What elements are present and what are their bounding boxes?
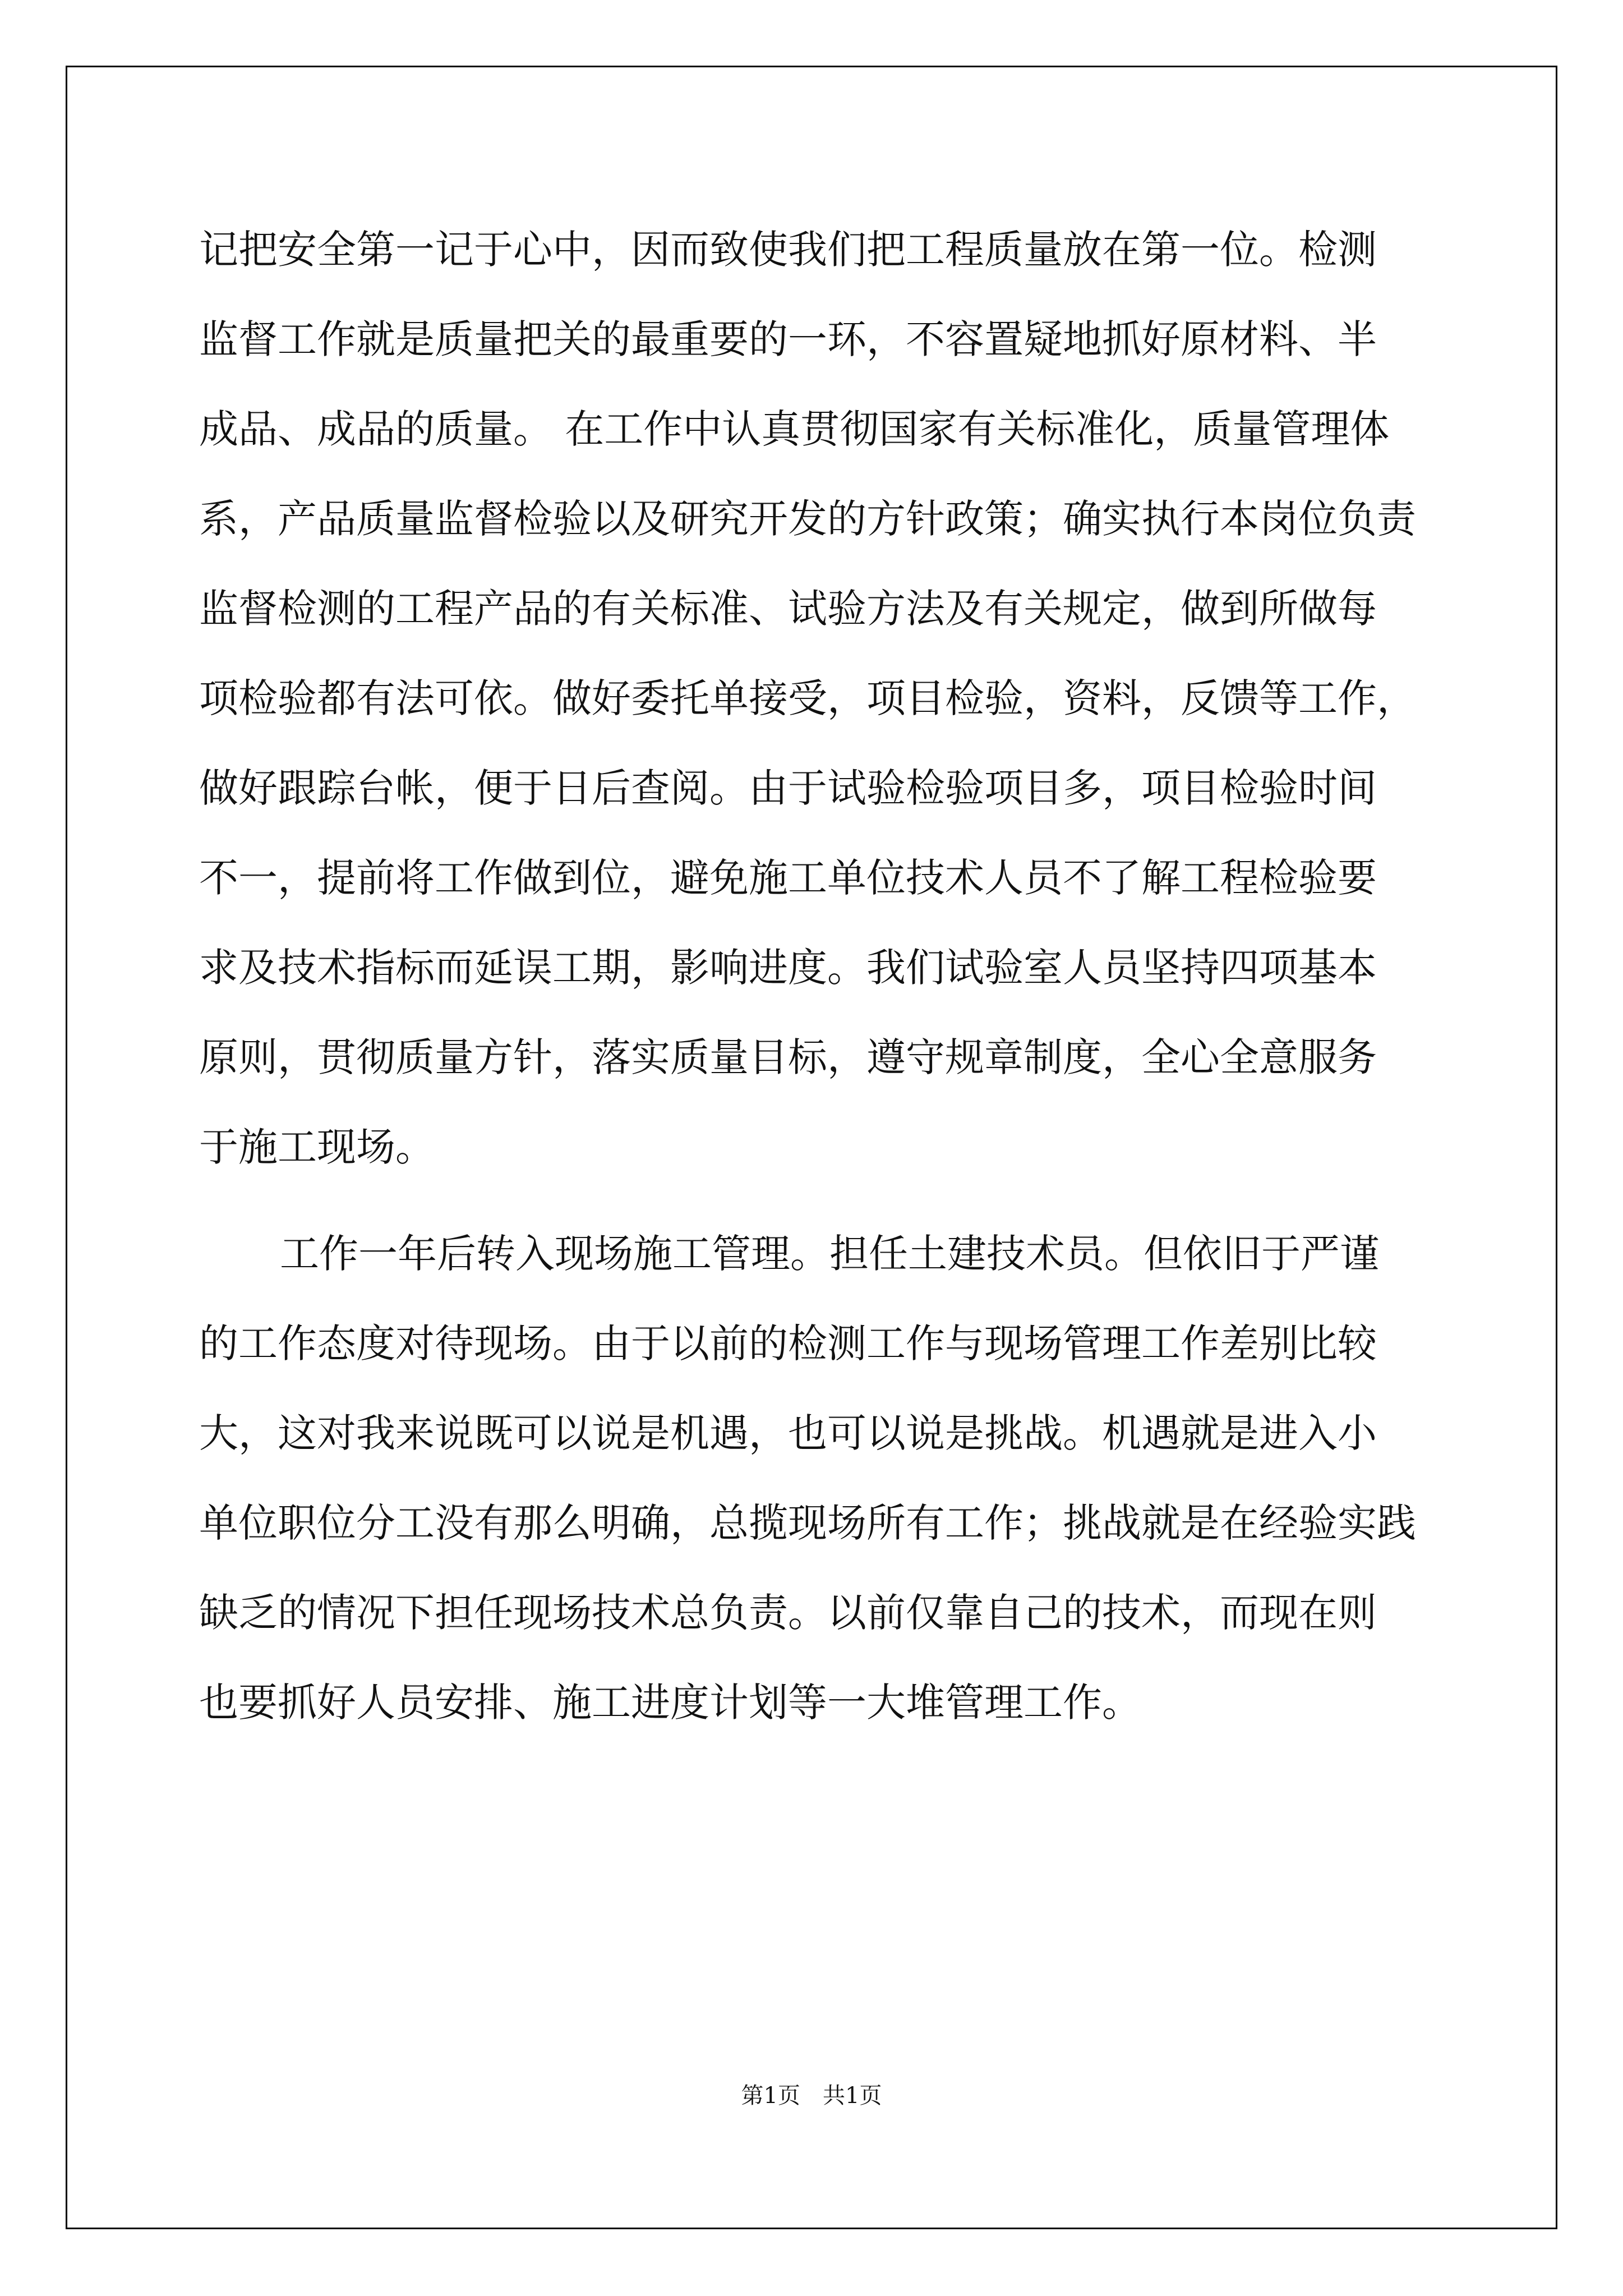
text-line: 系，产品质量监督检验以及研究开发的方针政策；确实执行本岗位负责 <box>199 496 1416 542</box>
page-footer: 第1页 共1页 <box>741 2083 882 2109</box>
text-line: 监督检测的工程产品的有关标准、试验方法及有关规定，做到所做每 <box>199 586 1377 632</box>
text-line: 监督工作就是质量把关的最重要的一环，不容置疑地抓好原材料、半 <box>199 316 1377 362</box>
text-line: 也要抓好人员安排、施工进度计划等一大堆管理工作。 <box>199 1680 1141 1726</box>
text-line: 不一，提前将工作做到位，避免施工单位技术人员不了解工程检验要 <box>199 855 1377 901</box>
text-line: 单位职位分工没有那么明确，总揽现场所有工作；挑战就是在经验实践 <box>199 1500 1416 1546</box>
text-line: 项检验都有法可依。做好委托单接受，项目检验，资料，反馈等工作， <box>199 675 1416 721</box>
text-line: 求及技术指标而延误工期，影响进度。我们试验室人员坚持四项基本 <box>199 945 1377 991</box>
text-line: 原则，贯彻质量方针，落实质量目标，遵守规章制度，全心全意服务 <box>199 1034 1377 1080</box>
text-line: 于施工现场。 <box>199 1124 435 1170</box>
text-line: 做好跟踪台帐，便于日后查阅。由于试验检验项目多，项目检验时间 <box>199 765 1377 811</box>
paragraph-first-line: 工作一年后转入现场施工管理。担任土建技术员。但依旧于严谨 <box>280 1231 1379 1277</box>
text-line: 记把安全第一记于心中，因而致使我们把工程质量放在第一位。检测 <box>199 227 1377 273</box>
text-line: 大，这对我来说既可以说是机遇，也可以说是挑战。机遇就是进入小 <box>199 1410 1377 1456</box>
text-line: 成品、成品的质量。 在工作中认真贯彻国家有关标准化，质量管理体 <box>199 406 1390 452</box>
text-line: 的工作态度对待现场。由于以前的检测工作与现场管理工作差别比较 <box>199 1320 1377 1366</box>
text-line: 缺乏的情况下担任现场技术总负责。以前仅靠自己的技术，而现在则 <box>199 1590 1377 1636</box>
